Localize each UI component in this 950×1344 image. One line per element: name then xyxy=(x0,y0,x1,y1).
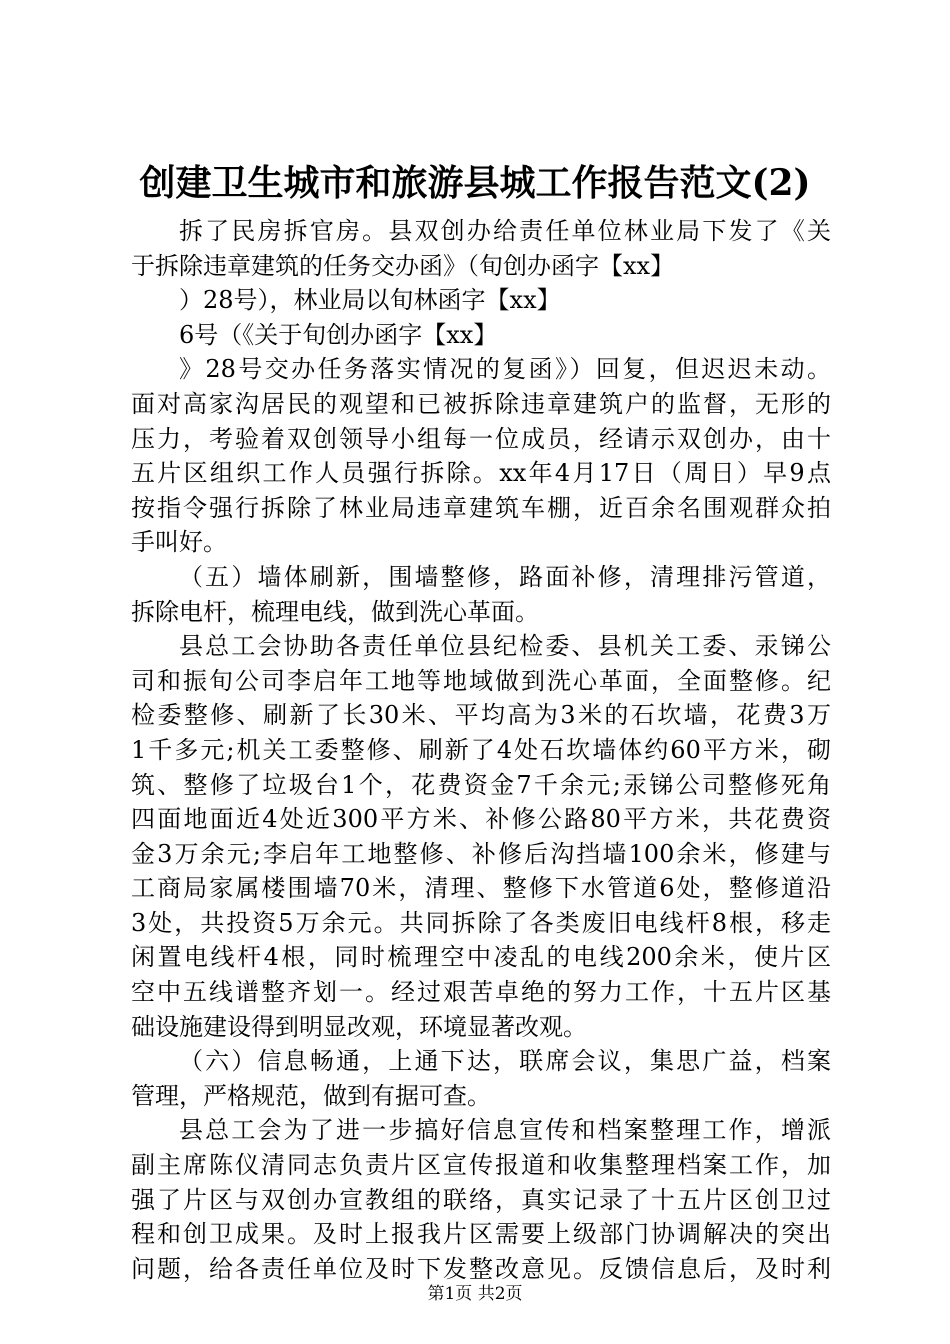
text-line: 1千多元;机关工委整修、刷新了4处石坎墙体约60平方米，砌 xyxy=(131,735,831,764)
text-line: 于拆除违章建筑的任务交办函》（旬创办函字【xx】 xyxy=(131,251,675,280)
text-line: 工商局家属楼围墙70米，清理、整修下水管道6处，整修道沿 xyxy=(131,874,831,903)
text-line: 程和创卫成果。及时上报我片区需要上级部门协调解决的突出 xyxy=(131,1220,831,1249)
text-line: 按指令强行拆除了林业局违章建筑车棚，近百余名围观群众拍 xyxy=(131,493,831,522)
text-line: 空中五线谱整齐划一。经过艰苦卓绝的努力工作，十五片区基 xyxy=(131,978,831,1007)
text-line: 筑、整修了垃圾台1个，花费资金7千余元;汞锑公司整修死角 xyxy=(131,770,831,799)
text-line: 县总工会为了进一步搞好信息宣传和档案整理工作，增派 xyxy=(179,1116,831,1145)
document-title: 创建卫生城市和旅游县城工作报告范文(2) xyxy=(139,162,811,204)
document-body xyxy=(131,214,831,1286)
text-line: 强了片区与双创办宣教组的联络，真实记录了十五片区创卫过 xyxy=(131,1185,831,1214)
text-line: 础设施建设得到明显改观，环境显著改观。 xyxy=(131,1012,587,1041)
text-line: 压力，考验着双创领导小组每一位成员，经请示双创办，由十 xyxy=(131,424,831,453)
text-line: 》28号交办任务落实情况的复函》）回复，但迟迟未动。 xyxy=(179,355,831,384)
text-line: 司和振旬公司李启年工地等地域做到洗心革面，全面整修。纪 xyxy=(131,666,831,695)
text-line: 拆了民房拆官房。县双创办给责任单位林业局下发了《关 xyxy=(179,217,831,245)
text-line: 金3万余元;李启年工地整修、补修后沟挡墙100余米，修建与 xyxy=(131,839,831,868)
text-line: 县总工会协助各责任单位县纪检委、县机关工委、汞锑公 xyxy=(179,632,831,661)
text-line: 6号（《关于旬创办函字【xx】 xyxy=(179,320,498,349)
page-footer: 第1页 共2页 xyxy=(427,1284,523,1304)
text-line: （六）信息畅通，上通下达，联席会议，集思广益，档案 xyxy=(179,1047,831,1076)
text-line: 副主席陈仪清同志负责片区宣传报道和收集整理档案工作，加 xyxy=(131,1151,831,1180)
text-line: 手叫好。 xyxy=(131,528,227,557)
text-line: 拆除电杆，梳理电线，做到洗心革面。 xyxy=(131,597,539,626)
text-line: 检委整修、刷新了长30米、平均高为3米的石坎墙，花费3万 xyxy=(131,701,831,730)
text-line: 3处，共投资5万余元。共同拆除了各类废旧电线杆8根，移走 xyxy=(131,908,831,937)
text-line: （五）墙体刷新，围墙整修，路面补修，清理排污管道， xyxy=(179,562,831,591)
text-line: ）28号），林业局以旬林函字【xx】 xyxy=(179,286,561,315)
text-line: 四面地面近4处近300平方米、补修公路80平方米，共花费资 xyxy=(131,805,831,834)
text-line: 问题，给各责任单位及时下发整改意见。反馈信息后，及时利 xyxy=(131,1254,831,1283)
text-line: 管理，严格规范，做到有据可查。 xyxy=(131,1081,491,1110)
text-line: 闲置电线杆4根，同时梳理空中凌乱的电线200余米，使片区 xyxy=(131,943,831,972)
text-line: 面对高家沟居民的观望和已被拆除违章建筑户的监督，无形的 xyxy=(131,389,831,418)
text-line: 五片区组织工作人员强行拆除。xx年4月17日（周日）早9点 xyxy=(131,459,831,488)
